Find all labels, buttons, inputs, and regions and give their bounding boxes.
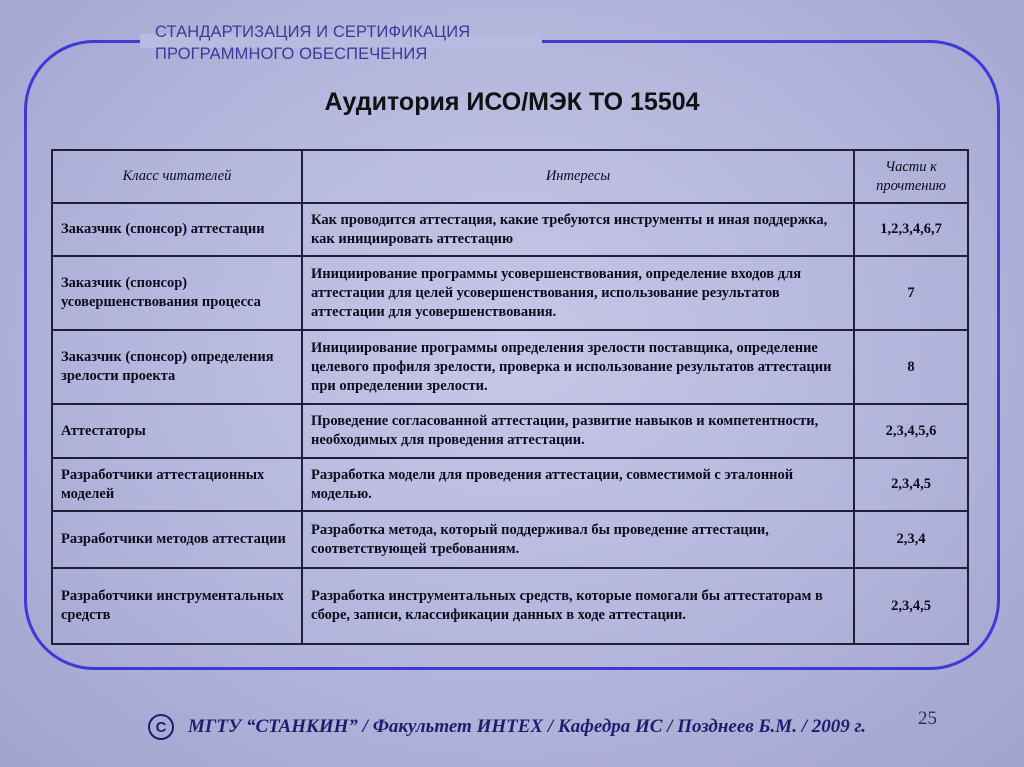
table-row: [52, 458, 968, 511]
reader-cell: Разработчики инструментальных средств: [52, 568, 302, 644]
interest-cell: Разработка метода, который поддерживал бы проведение аттестации, соответствующей требованиям.: [302, 511, 854, 568]
table-row: [52, 511, 968, 568]
table-row: [52, 568, 968, 644]
interest-cell: Как проводится аттестация, какие требуются инструменты и иная поддержка, как инициировать аттестацию: [302, 203, 854, 256]
table-row: [52, 404, 968, 458]
footer: [148, 710, 866, 744]
interest-cell: Инициирование программы определения зрелости поставщика, определение целевого профиля зрелости, проверка и использование результатов аттестации при определении зрелости.: [302, 330, 854, 404]
footer-text: МГТУ “СТАНКИН” / Факультет ИНТЕХ / Кафедра ИС / Позднеев Б.М. / 2009 г.: [188, 716, 866, 737]
interest-cell: Инициирование программы усовершенствования, определение входов для аттестации для целей усовершенствования, использование результатов аттестации для усовершенствования.: [302, 256, 854, 330]
interest-cell: Разработка инструментальных средств, которые помогали бы аттестаторам в сборе, записи, классификации данных в ходе аттестации.: [302, 568, 854, 644]
audience-table: [51, 149, 969, 645]
reader-cell: Заказчик (спонсор) определения зрелости проекта: [52, 330, 302, 404]
interest-cell: Разработка модели для проведения аттестации, совместимой с эталонной моделью.: [302, 458, 854, 511]
parts-cell: 2,3,4,5: [854, 458, 968, 511]
parts-cell: 1,2,3,4,6,7: [854, 203, 968, 256]
parts-cell: 2,3,4,5,6: [854, 404, 968, 458]
parts-cell: 2,3,4: [854, 511, 968, 568]
reader-cell: Разработчики аттестационных моделей: [52, 458, 302, 511]
slide-title: Аудитория ИСО/МЭК ТО 15504: [324, 88, 700, 116]
course-title-line2: ПРОГРАММНОГО ОБЕСПЕЧЕНИЯ: [155, 45, 428, 63]
page-number: 25: [918, 708, 937, 729]
course-title-line1: СТАНДАРТИЗАЦИЯ И СЕРТИФИКАЦИЯ: [155, 23, 471, 41]
parts-cell: 7: [854, 256, 968, 330]
parts-cell: 8: [854, 330, 968, 404]
table-row: [52, 330, 968, 404]
table-header-row: [52, 150, 968, 203]
parts-cell: 2,3,4,5: [854, 568, 968, 644]
course-title: [155, 21, 470, 65]
table-row: [52, 256, 968, 330]
reader-cell: Аттестаторы: [52, 404, 302, 458]
reader-cell: Заказчик (спонсор) аттестации: [52, 203, 302, 256]
interest-cell: Проведение согласованной аттестации, развитие навыков и компетентности, необходимых для проведения аттестации.: [302, 404, 854, 458]
copyright-icon: С: [148, 714, 174, 740]
header-reader-class: Класс читателей: [52, 150, 302, 203]
reader-cell: Разработчики методов аттестации: [52, 511, 302, 568]
header-interests: Интересы: [302, 150, 854, 203]
reader-cell: Заказчик (спонсор) усовершенствования процесса: [52, 256, 302, 330]
header-parts: Части к прочтению: [854, 150, 968, 203]
table-row: [52, 203, 968, 256]
